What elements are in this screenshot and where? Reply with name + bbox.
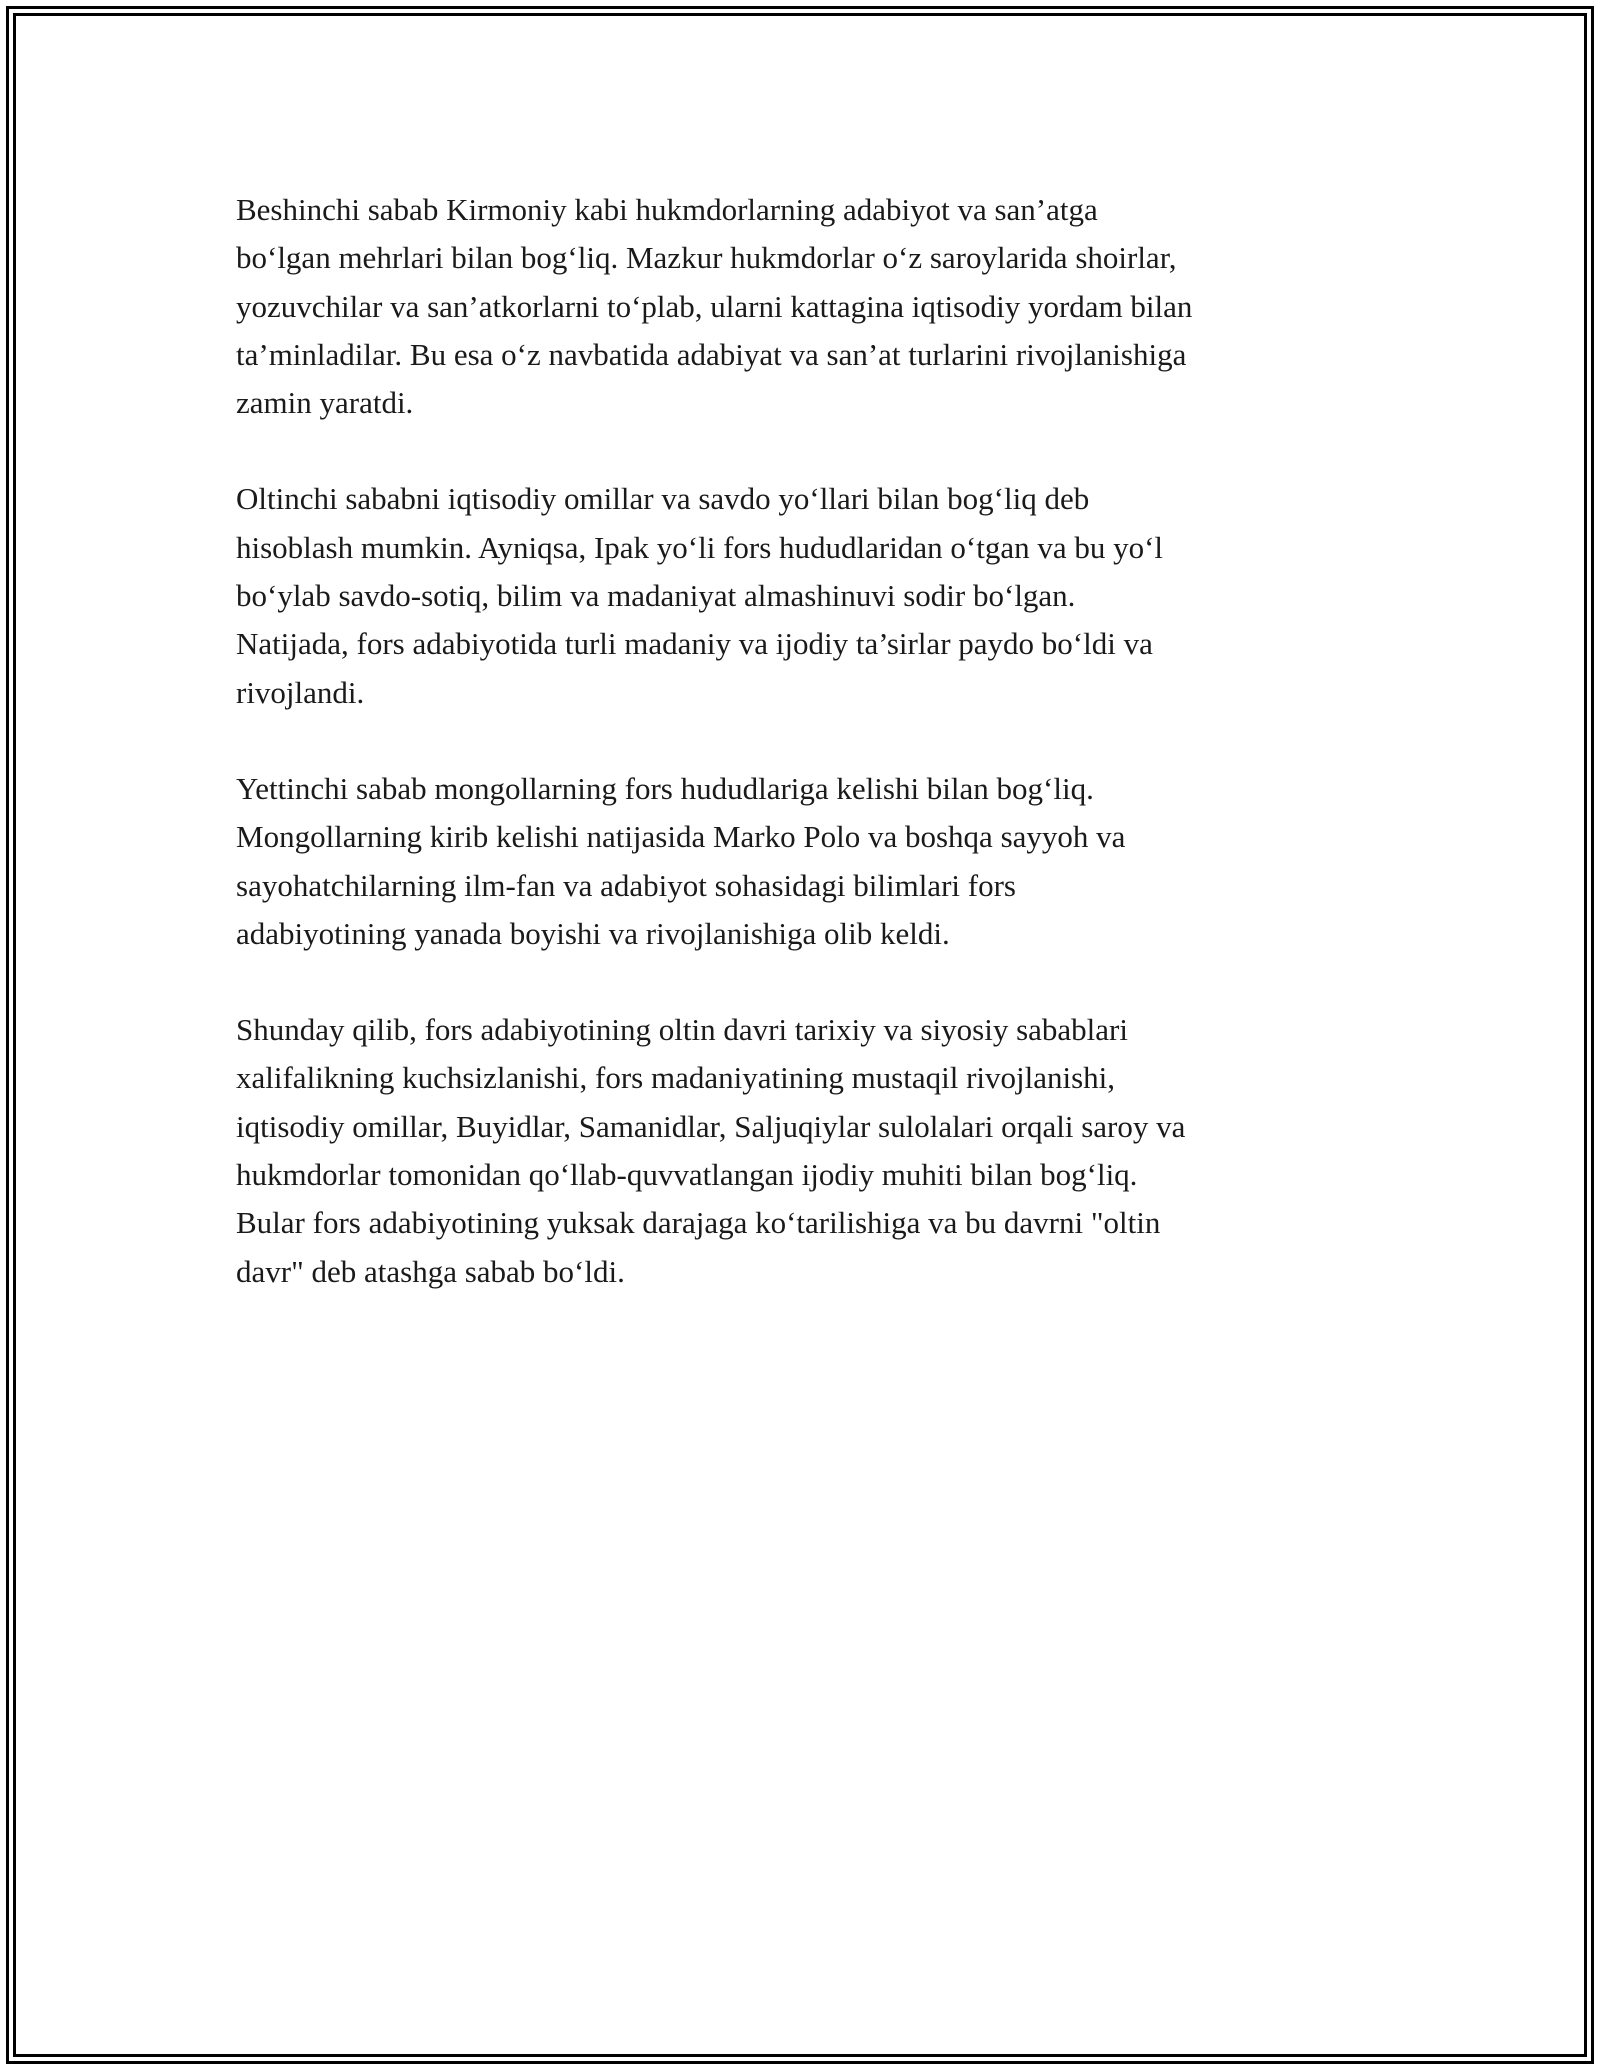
paragraph-oltinchi-sabab: [236, 475, 1376, 716]
text-line: bo‘ylab savdo-sotiq, bilim va madaniyat almashinuvi sodir bo‘lgan.: [236, 578, 1076, 614]
text-line: hisoblash mumkin. Ayniqsa, Ipak yo‘li fors hududlaridan o‘tgan va bu yo‘l: [236, 529, 1164, 565]
text-line: hukmdorlar tomonidan qo‘llab-quvvatlangan ijodiy muhiti bilan bog‘liq.: [236, 1157, 1138, 1193]
text-line: adabiyotining yanada boyishi va rivojlanishiga olib keldi.: [236, 915, 950, 951]
paragraph-yettinchi-sabab: [236, 765, 1376, 958]
text-line: iqtisodiy omillar, Buyidlar, Samanidlar, Saljuqiylar sulolalari orqali saroy va: [236, 1108, 1186, 1144]
paragraph-conclusion: [236, 1006, 1376, 1296]
text-line: xalifalikning kuchsizlanishi, fors madaniyatining mustaqil rivojlanishi,: [236, 1060, 1116, 1096]
text-line: ta’minladilar. Bu esa o‘z navbatida adabiyat va san’at turlarini rivojlanishiga: [236, 336, 1187, 372]
paragraph-beshinchi-sabab: [236, 186, 1376, 427]
text-line: Shunday qilib, fors adabiyotining oltin davri tarixiy va siyosiy sabablari: [236, 1012, 1128, 1048]
text-line: Oltinchi sababni iqtisodiy omillar va savdo yo‘llari bilan bog‘liq deb: [236, 481, 1090, 517]
text-line: bo‘lgan mehrlari bilan bog‘liq. Mazkur hukmdorlar o‘z saroylarida shoirlar,: [236, 240, 1177, 276]
text-line: Natijada, fors adabiyotida turli madaniy va ijodiy ta’sirlar paydo bo‘ldi va: [236, 626, 1153, 662]
text-line: Mongollarning kirib kelishi natijasida Marko Polo va boshqa sayyoh va: [236, 819, 1126, 855]
text-line: zamin yaratdi.: [236, 385, 414, 421]
text-line: yozuvchilar va san’atkorlarni to‘plab, ularni kattagina iqtisodiy yordam bilan: [236, 288, 1193, 324]
text-line: sayohatchilarning ilm-fan va adabiyot sohasidagi bilimlari fors: [236, 867, 1016, 903]
text-line: Bular fors adabiyotining yuksak darajaga ko‘tarilishiga va bu davrni "oltin: [236, 1205, 1161, 1241]
text-line: davr" deb atashga sabab bo‘ldi.: [236, 1253, 625, 1289]
document-body: [236, 186, 1376, 1344]
text-line: Beshinchi sabab Kirmoniy kabi hukmdorlarning adabiyot va san’atga: [236, 192, 1098, 227]
text-line: rivojlandi.: [236, 674, 365, 710]
text-line: Yettinchi sabab mongollarning fors hududlariga kelishi bilan bog‘liq.: [236, 770, 1094, 806]
